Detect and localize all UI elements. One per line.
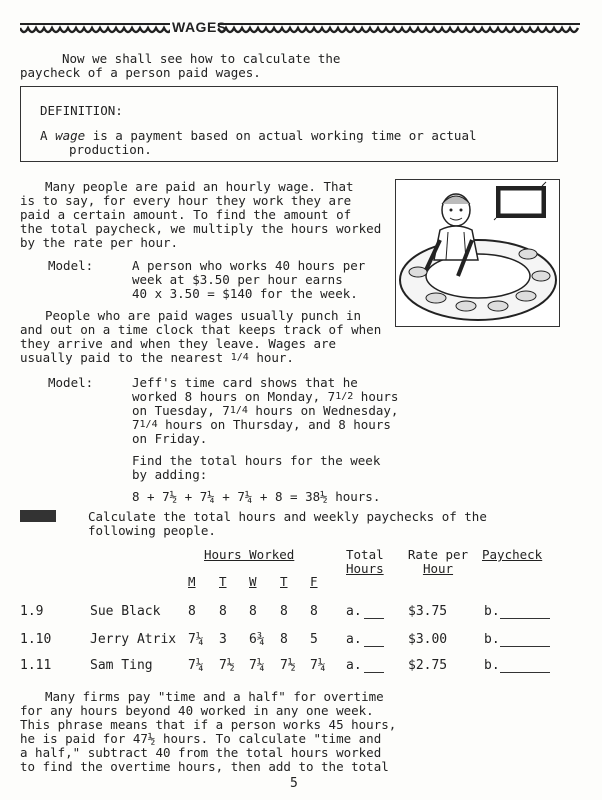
model-2-label: Model: xyxy=(48,375,94,390)
model-2-text: Jeff's time card shows that he worked 8 hours on Monday, 71/2 hours on Tuesday, 71/4 hours on Wednesday, 71/4 hours on Thursday, and 8 hours on Friday. Find the total hours for the week by adding: 8 + 7½ + 7¼ + 7¼ + 8 = 38½ hours. xyxy=(132,375,399,504)
header-rate-per-hour: Rate per Hour xyxy=(407,547,469,576)
hours-thu: 8 xyxy=(280,632,288,647)
day-header-m: M xyxy=(188,574,196,589)
rate-value: $3.00 xyxy=(408,632,448,647)
wavy-border-right-icon xyxy=(218,20,580,38)
hours-tue: 3 xyxy=(219,632,227,647)
intro-line-1: Now we shall see how to calculate the xyxy=(62,51,341,66)
intro-line-2: paycheck of a person paid wages. xyxy=(20,65,261,80)
table-row xyxy=(0,658,602,676)
rate-value: $3.75 xyxy=(408,604,448,619)
hours-wed: 7¼ xyxy=(249,658,265,673)
header-hours-worked: Hours Worked xyxy=(204,547,295,562)
row-name: Jerry Atrix xyxy=(90,632,177,647)
paycheck-blank[interactable] xyxy=(500,618,550,619)
total-hours-answer: a. xyxy=(346,632,362,647)
row-number: 1.11 xyxy=(20,658,52,673)
wavy-border-left-icon xyxy=(20,20,170,38)
row-number: 1.9 xyxy=(20,604,44,619)
rate-value: $2.75 xyxy=(408,658,448,673)
day-header-t1: T xyxy=(219,574,227,589)
definition-line-1: A wage is a payment based on actual working time or actual xyxy=(40,128,477,143)
exercise-instructions-1: Calculate the total hours and weekly paychecks of the xyxy=(88,509,487,524)
hours-mon: 7¼ xyxy=(188,658,204,673)
page-number: 5 xyxy=(290,776,298,791)
paragraph-time-clock: People who are paid wages usually punch in and out on a time clock that keeps track of when they arrive and when they leave. Wages are usually paid to the nearest 1/4 hour. xyxy=(20,308,382,365)
hours-tue: 8 xyxy=(219,604,227,619)
exercise-instructions-2: following people. xyxy=(88,523,216,538)
table-row xyxy=(0,632,602,650)
exercise-marker-icon xyxy=(20,510,56,522)
hours-mon: 8 xyxy=(188,604,196,619)
row-name: Sam Ting xyxy=(90,658,153,673)
hours-fri: 7¼ xyxy=(310,658,326,673)
model-1-label: Model: xyxy=(48,258,94,273)
paycheck-answer: b. xyxy=(484,632,500,647)
hours-fri: 8 xyxy=(310,604,318,619)
fraction-quarter: 1/4 xyxy=(230,352,249,363)
definition-line-2: production. xyxy=(69,142,152,157)
header-paycheck: Paycheck xyxy=(482,547,543,562)
total-hours-answer: a. xyxy=(346,658,362,673)
illustration-worker xyxy=(395,179,560,327)
hours-wed: 6¾ xyxy=(249,632,265,647)
paragraph-overtime: Many firms pay "time and a half" for overtime for any hours beyond 40 worked in any one week. This phrase means that if a person works 45 hours, he is paid for 47½ hours. To calculate "time and a half," subtract 40 from the total hours worked to find the overtime hours, then add to the total xyxy=(20,689,397,774)
paycheck-answer: b. xyxy=(484,658,500,673)
paycheck-blank[interactable] xyxy=(500,646,550,647)
hours-thu: 7½ xyxy=(280,658,296,673)
paycheck-blank[interactable] xyxy=(500,672,550,673)
model-2-sum: 8 + 7½ + 7¼ + 7¼ + 8 = 38½ hours. xyxy=(132,489,381,504)
paycheck-answer: b. xyxy=(484,604,500,619)
hours-thu: 8 xyxy=(280,604,288,619)
hours-wed: 8 xyxy=(249,604,257,619)
header-banner xyxy=(20,18,580,46)
model-1-text: A person who works 40 hours per week at $3.50 per hour earns 40 x 3.50 = $140 for the week. xyxy=(132,258,366,301)
paragraph-hourly-wage: Many people are paid an hourly wage. That is to say, for every hour they work they are paid a certain amount. To find the amount of the total paycheck, we multiply the hours worked by the rate per hour. xyxy=(20,179,382,250)
worker-at-conveyor-icon xyxy=(396,180,559,326)
day-header-t2: T xyxy=(280,574,288,589)
definition-label: DEFINITION: xyxy=(40,103,123,118)
hours-fri: 5 xyxy=(310,632,318,647)
hours-tue: 7½ xyxy=(219,658,235,673)
total-hours-blank[interactable] xyxy=(364,618,384,619)
total-hours-blank[interactable] xyxy=(364,672,384,673)
total-hours-blank[interactable] xyxy=(364,646,384,647)
definition-term: wage xyxy=(55,128,86,143)
day-header-w: W xyxy=(249,574,257,589)
table-row xyxy=(0,604,602,622)
total-hours-answer: a. xyxy=(346,604,362,619)
hours-mon: 7¼ xyxy=(188,632,204,647)
row-name: Sue Black xyxy=(90,604,161,619)
row-number: 1.10 xyxy=(20,632,52,647)
day-header-f: F xyxy=(310,574,318,589)
definition-box xyxy=(20,86,558,162)
page-title: WAGES xyxy=(172,19,227,35)
header-total-hours: Total Hours xyxy=(346,547,384,576)
